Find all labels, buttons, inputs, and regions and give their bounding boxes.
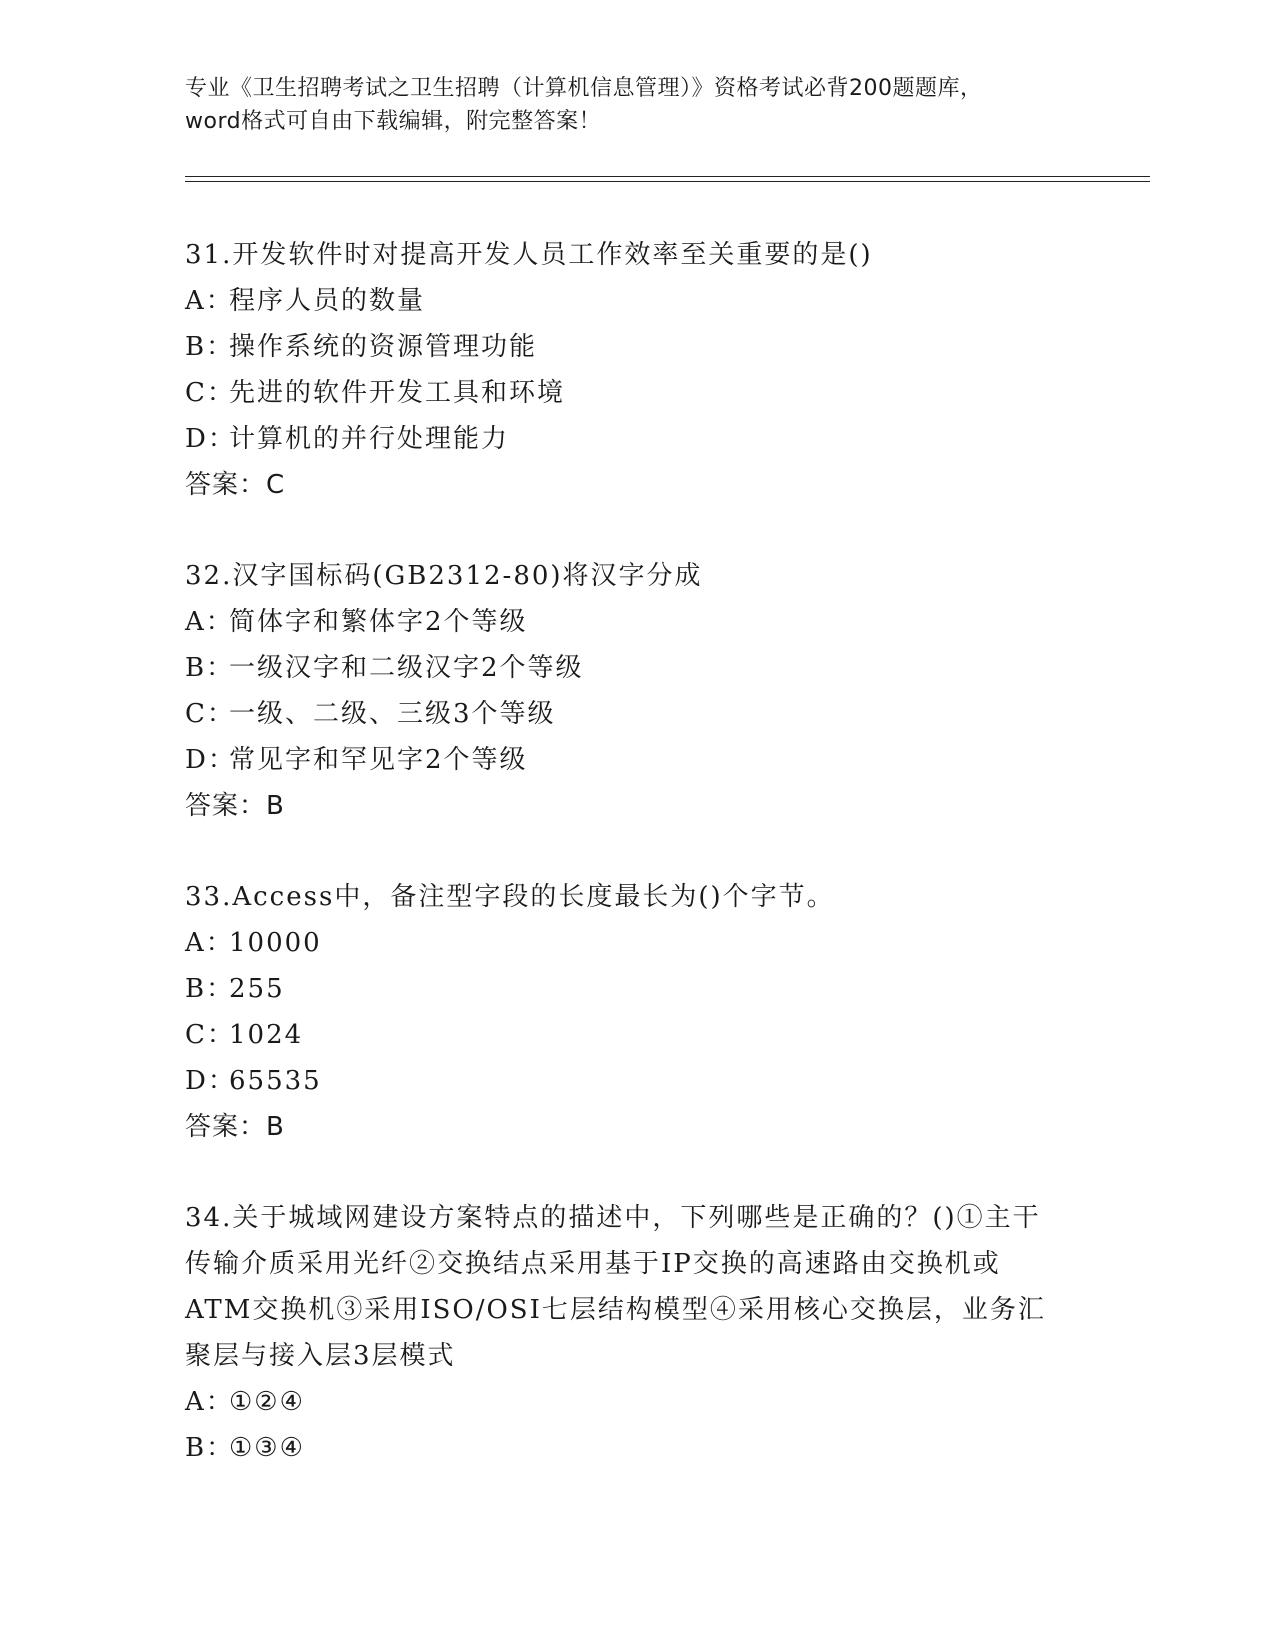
option-d (185, 1058, 1085, 1104)
stem-line: 传输介质采用光纤②交换结点采用基于IP交换的高速路由交换机或 (185, 1249, 1001, 1279)
option-d (185, 737, 1085, 783)
question-33 (185, 874, 1085, 1150)
option-letter: D： (185, 745, 236, 775)
question-34 (185, 1195, 1085, 1471)
header-divider-bottom (185, 181, 1150, 182)
option-text: 一级、二级、三级3个等级 (229, 699, 556, 729)
option-letter: C： (185, 1020, 235, 1050)
option-a (185, 920, 1085, 966)
option-letter: B： (185, 332, 235, 362)
option-a (185, 599, 1085, 645)
option-a (185, 278, 1085, 324)
question-stem (185, 553, 1085, 599)
question-list (185, 232, 1085, 1516)
stem-line: 32.汉字国标码(GB2312-80)将汉字分成 (185, 561, 703, 591)
answer-line: 答案：B (185, 1112, 285, 1142)
option-letter: A： (185, 607, 234, 637)
option-text: 常见字和罕见字2个等级 (229, 745, 528, 775)
option-text: 10000 (229, 928, 322, 958)
option-letter: C： (185, 699, 235, 729)
question-stem (185, 232, 1085, 278)
option-text: 操作系统的资源管理功能 (229, 332, 538, 362)
option-letter: B： (185, 653, 235, 683)
option-letter: A： (185, 1387, 234, 1417)
option-text: 65535 (229, 1066, 322, 1096)
option-text: 先进的软件开发工具和环境 (229, 378, 566, 408)
option-letter: D： (185, 1066, 236, 1096)
option-text: ①②④ (229, 1387, 305, 1417)
option-b (185, 645, 1085, 691)
option-text: 简体字和繁体字2个等级 (229, 607, 528, 637)
question-stem (185, 874, 1085, 920)
header-line-2: word格式可自由下载编辑，附完整答案！ (185, 109, 602, 134)
option-letter: A： (185, 286, 234, 316)
question-stem (185, 1195, 1085, 1379)
option-letter: B： (185, 1433, 235, 1463)
option-b (185, 324, 1085, 370)
option-text: 一级汉字和二级汉字2个等级 (229, 653, 584, 683)
option-letter: A： (185, 928, 234, 958)
option-c (185, 691, 1085, 737)
option-letter: C： (185, 378, 235, 408)
option-b (185, 966, 1085, 1012)
option-text: 程序人员的数量 (229, 286, 426, 316)
stem-line: 33.Access中，备注型字段的长度最长为()个字节。 (185, 882, 835, 912)
option-c (185, 370, 1085, 416)
option-c (185, 1012, 1085, 1058)
option-text: 计算机的并行处理能力 (229, 424, 510, 454)
option-letter: B： (185, 974, 235, 1004)
document-header (185, 72, 1085, 138)
stem-line: 31.开发软件时对提高开发人员工作效率至关重要的是() (185, 240, 873, 270)
option-text: ①③④ (229, 1433, 305, 1463)
option-letter: D： (185, 424, 236, 454)
stem-line: ATM交换机③采用ISO/OSI七层结构模型④采用核心交换层，业务汇 (185, 1295, 1046, 1325)
question-32 (185, 553, 1085, 829)
header-divider-top (185, 176, 1150, 177)
answer-line: 答案：B (185, 791, 285, 821)
stem-line: 34.关于城域网建设方案特点的描述中，下列哪些是正确的？()①主干 (185, 1203, 1041, 1233)
answer-line: 答案：C (185, 470, 286, 500)
question-31 (185, 232, 1085, 508)
option-text: 255 (229, 974, 285, 1004)
option-b (185, 1425, 1085, 1471)
option-text: 1024 (229, 1020, 304, 1050)
option-d (185, 416, 1085, 462)
option-a (185, 1379, 1085, 1425)
header-line-1: 专业《卫生招聘考试之卫生招聘（计算机信息管理）》资格考试必背200题题库， (185, 76, 983, 101)
stem-line: 聚层与接入层3层模式 (185, 1341, 456, 1371)
